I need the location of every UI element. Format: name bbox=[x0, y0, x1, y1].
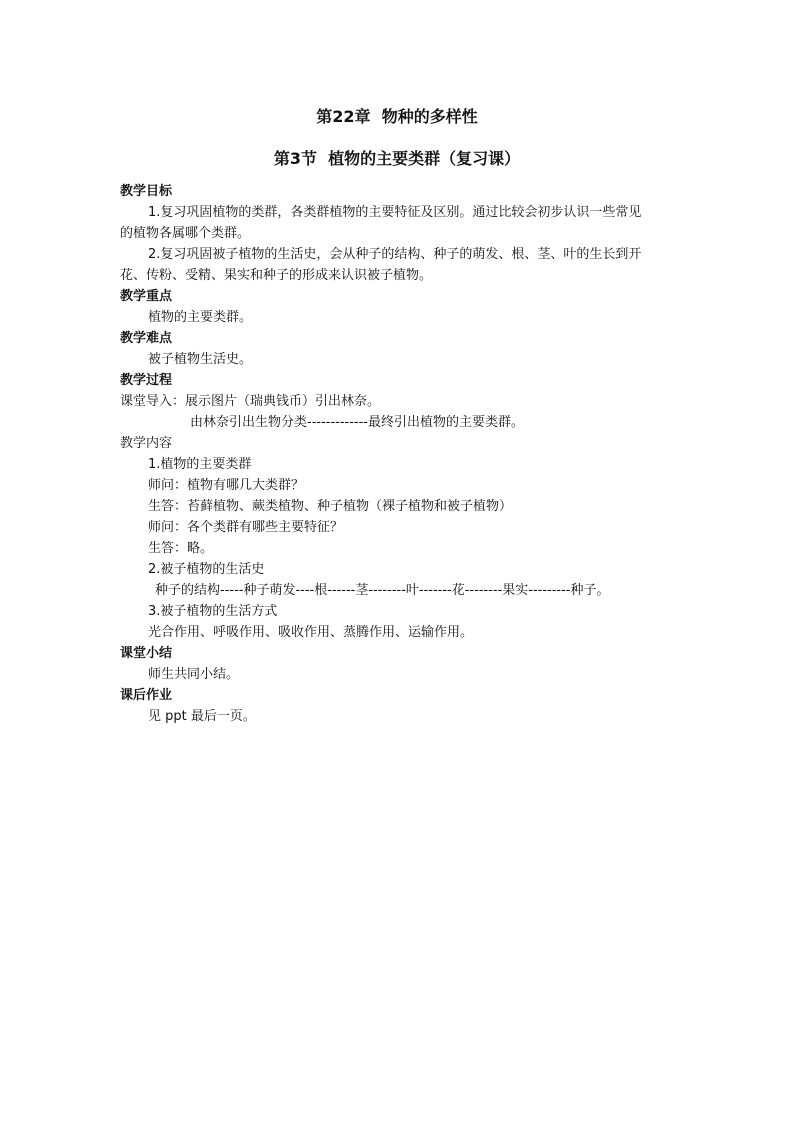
content-item-2: 2.被子植物的生活史 bbox=[148, 562, 265, 577]
student-answer-2: 生答：略。 bbox=[148, 541, 214, 556]
homework-text: 见 ppt 最后一页。 bbox=[148, 709, 256, 724]
process-heading: 教学过程 bbox=[120, 373, 173, 388]
content-label: 教学内容 bbox=[120, 436, 173, 451]
summary-text: 师生共同小结。 bbox=[148, 667, 240, 682]
homework-heading: 课后作业 bbox=[120, 688, 173, 703]
key-point-heading: 教学重点 bbox=[120, 289, 173, 304]
goal-line-4: 花、传粉、受精、果实和种子的形成来认识被子植物。 bbox=[120, 268, 433, 283]
key-point-text: 植物的主要类群。 bbox=[148, 310, 253, 325]
life-modes: 光合作用、呼吸作用、吸收作用、蒸腾作用、运输作用。 bbox=[148, 625, 474, 640]
section-title: 第3节 植物的主要类群（复习课） bbox=[273, 149, 521, 168]
teacher-question-1: 师问：植物有哪几大类群？ bbox=[148, 478, 305, 493]
content-item-3: 3.被子植物的生活方式 bbox=[148, 604, 278, 619]
chapter-title: 第22章 物种的多样性 bbox=[316, 107, 478, 126]
intro-line-1: 课堂导入：展示图片（瑞典钱币）引出林奈。 bbox=[120, 394, 381, 409]
goal-line-3: 2.复习巩固被子植物的生活史，会从种子的结构、种子的萌发、根、茎、叶的生长到开 bbox=[148, 247, 642, 262]
content-item-1: 1.植物的主要类群 bbox=[148, 457, 252, 472]
goal-line-1: 1.复习巩固植物的类群，各类群植物的主要特征及区别。通过比较会初步认识一些常见 bbox=[148, 205, 642, 220]
goal-line-2: 的植物各属哪个类群。 bbox=[120, 226, 251, 241]
intro-line-2: 由林奈引出生物分类-------------最终引出植物的主要类群。 bbox=[190, 415, 524, 430]
difficulty-heading: 教学难点 bbox=[120, 331, 173, 346]
student-answer-1: 生答：苔藓植物、蕨类植物、种子植物（裸子植物和被子植物） bbox=[148, 499, 513, 514]
teacher-question-2: 师问：各个类群有哪些主要特征？ bbox=[148, 520, 344, 535]
life-cycle-chain: 种子的结构-----种子萌发----根------茎--------叶-------花--------果实---------种子。 bbox=[155, 583, 610, 598]
goals-heading: 教学目标 bbox=[120, 184, 173, 199]
difficulty-text: 被子植物生活史。 bbox=[148, 352, 253, 367]
summary-heading: 课堂小结 bbox=[120, 646, 173, 661]
lesson-plan-body bbox=[120, 181, 685, 727]
